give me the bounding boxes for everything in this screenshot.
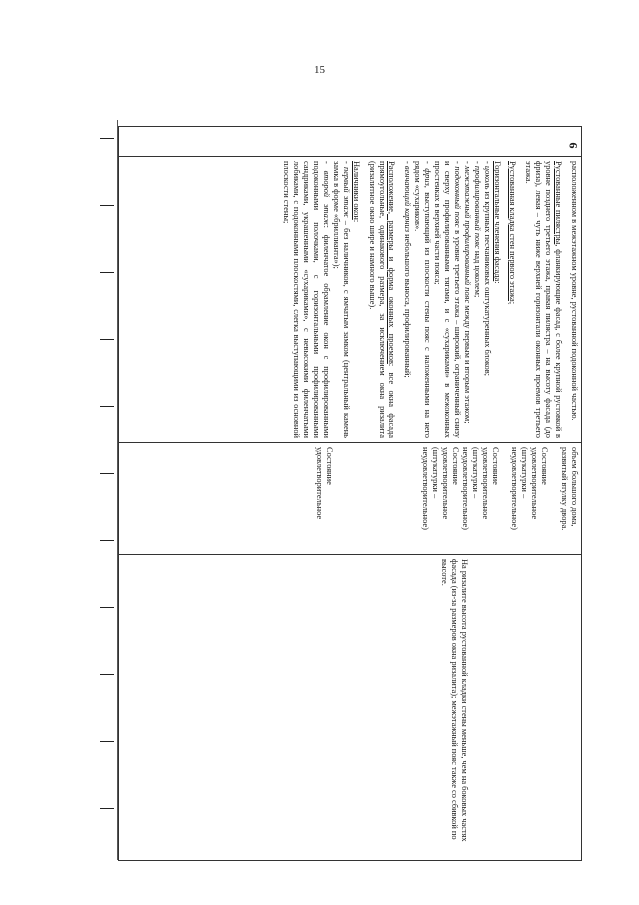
list-item-label: профилированный пояс <box>472 165 482 249</box>
status-text: Состояние удовлетворительное <box>480 447 500 520</box>
frames-floor2-label: второй этаж <box>322 170 332 226</box>
masonry-heading: Рустованная кладка стен первого этажа; <box>508 161 518 305</box>
edge-mark <box>100 741 114 742</box>
table-cell-notes <box>119 555 582 861</box>
status-frames: Состояние удовлетворительное <box>315 447 335 520</box>
horizontal-heading: Горизонтальные членения фасада <box>492 161 502 282</box>
status-text: (штукатурки – неудовлетворительное) <box>421 447 441 530</box>
status-text: (штукатурки – неудовлетворительное) <box>460 447 480 530</box>
edge-mark <box>100 406 114 407</box>
edge-mark <box>100 272 114 273</box>
pilasters-heading: Рустованные пилястры <box>554 161 564 245</box>
table-cell-description <box>119 157 582 443</box>
placement-paragraph <box>367 161 397 438</box>
list-item-text: в уровне третьего этажа – широкий, ограниченный снизу и сверху профилированными тягами, и с «сухариками» в межоконных простенках в верхней части пояса; <box>433 161 462 438</box>
status-masonry <box>420 447 499 550</box>
list-item-label: фриз <box>423 168 433 186</box>
pilasters-paragraph <box>523 161 563 438</box>
placement-text: : все окна фасада прямоугольные, одинакового размера, за исключением окна ризалита (ризалитное окно шире и намного выше). <box>367 161 397 438</box>
list-item-text: между первым и вторым этажом; <box>462 303 472 424</box>
edge-mark <box>100 473 114 474</box>
pilasters-text: , фланкирующие фасад, с более крупной рустовкой в уровне позднего третьего этажа, правая пилястра – на высоту фасада (до фриза), левая – чуть ниже верхней горизонтали оконных проемов третьего этажа. <box>524 161 564 438</box>
edge-mark <box>100 607 114 608</box>
continuation-text: расположенном в межэтажном уровне, рустованной подоконной частью. <box>570 161 579 421</box>
description-table <box>118 126 582 861</box>
list-item-label: цоколь <box>482 165 492 190</box>
edge-mark <box>100 205 114 206</box>
list-item-text: из крупных песчаниковых оштукатуренных блоков; <box>482 189 492 377</box>
list-item-label: венчающий карниз <box>403 165 413 232</box>
edge-mark <box>100 540 114 541</box>
list-item-label: подоконный пояс <box>452 166 462 228</box>
placement-heading: Расположение, размеры и форма оконных проемов <box>387 161 397 364</box>
frames-floor1-label: первый этаж <box>341 167 351 218</box>
status-continuation: объем большого дома, развитый втулку двора. <box>560 447 579 531</box>
edge-mark <box>100 138 114 139</box>
status-text: Состояние удовлетворительное <box>530 447 550 520</box>
status-text: неудовлетворительное) <box>510 447 520 530</box>
frames-paragraph: Наличники окон: - первый этаж – без наличников, с ямчатым замком (центральный камень замка в форме «бриллианта»); - второй этаж: филенчатое обрамление окон с профилированными подоконными полочками, с горизонтальными профилированными сандриками, украшенными «сухариками», с невысокими филенчатыми лобиками, с подоконными плоскостями, слегка выступающими из основной плоскости стены; <box>282 161 361 438</box>
frames-heading: Наличники окон <box>351 161 361 220</box>
masonry-paragraph <box>508 161 518 438</box>
list-item-label: межэтажный профилированный пояс <box>462 165 472 304</box>
edge-mark <box>100 674 114 675</box>
table-cell-status <box>119 443 582 555</box>
horizontal-paragraph: Горизонтальные членения фасада: - цоколь из крупных песчаниковых оштукатуренных блоков; - профилированный пояс над цоколем; - межэтажный профилированный пояс между первым и вторым этажом; - подоконный пояс в уровне третьего этажа – широкий, ограниченный снизу и сверху профилированными тягами, и с «сухариками» в межоконных простенках в верхней части пояса; - фриз, выступающий из плоскости стены пояс с наложенными на него рядом «сухариков». - венчающий карниз небольшого выноса, профилированный; <box>403 161 502 438</box>
rotated-table-wrapper <box>118 126 582 860</box>
edge-mark <box>100 808 114 809</box>
frames-heading-suffix: : <box>351 219 361 223</box>
page-number: 15 <box>314 64 325 76</box>
frames-floor1-text: – без наличников, с ямчатым замком (центральный камень замка в форме «бриллианта»); <box>331 161 351 438</box>
status-text: (штукатурки – <box>520 447 530 499</box>
edge-mark <box>100 339 114 340</box>
note-text: На ризалите высота рустованной кладки стены меньше, чем на боковых частях фасада (из-за размеров окна ризалита); межэтажный пояс также со сбивкой по высоте. <box>440 559 469 842</box>
status-pilasters <box>510 447 550 550</box>
horizontal-heading-suffix: : <box>492 281 502 284</box>
list-item-text: небольшого выноса, профилированный; <box>403 231 413 378</box>
list-item-text: , выступающий из плоскости стены пояс с наложенными на него рядом «сухариков». <box>413 161 433 438</box>
list-item-text: над цоколем; <box>472 248 482 298</box>
table-cell-index <box>119 127 582 157</box>
side-number: 6 <box>566 142 581 149</box>
status-text: Состояние удовлетворительное <box>441 447 460 520</box>
frames-floor2-text: : филенчатое обрамление окон с профилированными подоконными полочками, с горизонтальными профилированными сандриками, украшенными «сухариками», с невысокими филенчатыми лобиками, с подоконными плоскостями, слегка выступающими из основной плоскости стены; <box>282 161 332 438</box>
